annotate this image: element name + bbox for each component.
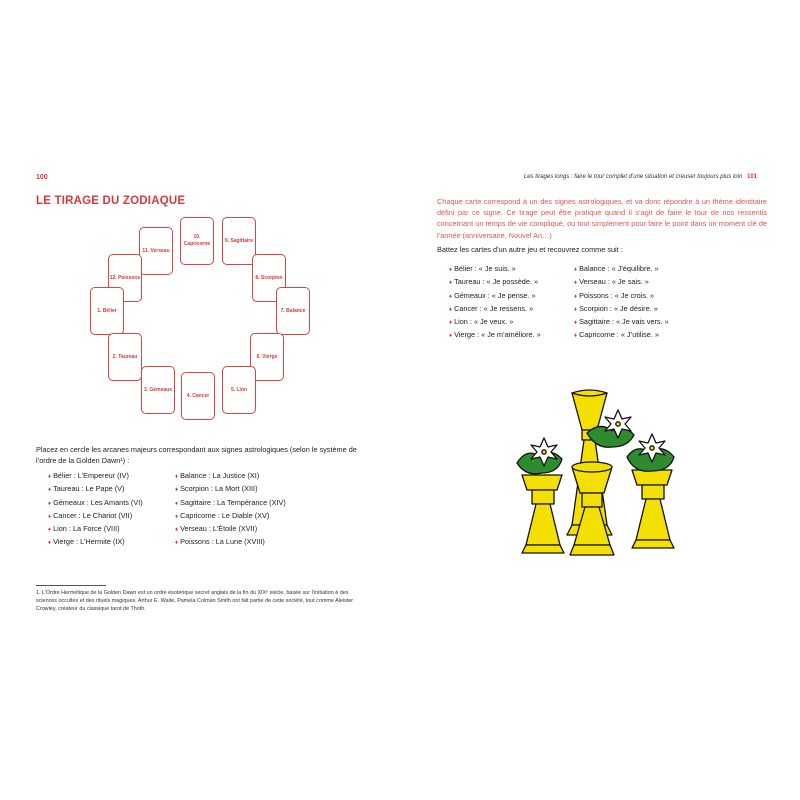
card-sagittaire: 9. Sagittaire — [222, 217, 256, 265]
list-item: ♦ Bélier : « Je suis. » — [449, 263, 541, 276]
running-head-text: Les tirages longs : faire le tour complet d’une situation et creuser toujours plus loin — [523, 174, 743, 180]
card-lion: 5. Lion — [222, 366, 256, 414]
page-title: LE TIRAGE DU ZODIAQUE — [36, 195, 186, 207]
list-item: ♦ Gémeaux : « Je pense. » — [449, 290, 541, 303]
list-item: ♦ Sagittaire : « Je vais vers. » — [574, 316, 669, 329]
running-head — [524, 174, 757, 180]
card-capricorne: 10. Capricorne — [180, 217, 214, 265]
card-cancer: 4. Cancer — [181, 372, 215, 420]
card-poissons: 12. Poissons — [108, 254, 142, 302]
list-item: ♦ Lion : « Je veux. » — [449, 316, 541, 329]
list-item: ♦ Capricorne : « J’utilise. » — [574, 329, 669, 342]
card-vierge: 6. Vierge — [250, 333, 284, 381]
list-item: ♦ Taureau : « Je possède. » — [449, 276, 541, 289]
arcana-list-left — [48, 470, 143, 550]
red-intro-paragraph: Chaque carte correspond à un des signes astrologiques, et va donc répondre à un thème identitaire défini par ce signe. Ce tirage peut être pratiqué quand il s’agit de faire le tour de nos ressentis concernant un temps de vie compliqué, ou tout simplement pour faire le point dans un moment clé de l’année (anniversaire, Nouvel An…) — [437, 197, 767, 240]
card-verseau: 11. Verseau — [139, 227, 173, 275]
list-item: ♦ Lion : La Force (VIII) — [48, 523, 143, 536]
list-item: ♦ Poissons : La Lune (XVIII) — [175, 536, 286, 549]
list-item: ♦ Vierge : « Je m’améliore. » — [449, 329, 541, 342]
list-item: ♦ Vierge : L’Hermite (IX) — [48, 536, 143, 549]
footnote: 1. L’Ordre Hermétique de la Golden Dawn est un ordre ésotérique secret anglais de la fin du XIXᵉ siècle, basée sur l’initiation à des sciences occultes et des rituels magiques. Arthur E. Waite, Pamela Colman Smith ont fait partie de cette société, tout comme Aleister Crowley, créateur du classique tarot de Thoth. — [36, 590, 354, 612]
list-item: ♦ Poissons : « Je crois. » — [574, 290, 669, 303]
left-intro-paragraph: Placez en cercle les arcanes majeurs correspondant aux signes astrologiques (selon le système de l’ordre de la Golden Dawn¹) : — [36, 445, 357, 465]
card-belier: 1. Bélier — [90, 287, 124, 335]
arcana-list-right — [175, 470, 286, 550]
list-item: ♦ Cancer : Le Chariot (VII) — [48, 510, 143, 523]
list-item: ♦ Bélier : L’Empereur (IV) — [48, 470, 143, 483]
card-gemeaux: 3. Gémeaux — [141, 366, 175, 414]
list-item: ♦ Verseau : « Je sais. » — [574, 276, 669, 289]
right-page-number: 101 — [746, 174, 757, 180]
list-item: ♦ Sagittaire : La Tempérance (XIV) — [175, 497, 286, 510]
card-scorpion: 8. Scorpion — [252, 254, 286, 302]
mantra-list-right — [574, 263, 669, 343]
list-item: ♦ Scorpion : La Mort (XIII) — [175, 483, 286, 496]
list-item: ♦ Balance : La Justice (XI) — [175, 470, 286, 483]
right-intro-paragraph: Battez les cartes d’un autre jeu et recouvrez comme suit : — [437, 245, 623, 254]
left-page-number: 100 — [36, 174, 48, 181]
list-item: ♦ Verseau : L’Étoile (XVII) — [175, 523, 286, 536]
list-item: ♦ Capricorne : Le Diable (XV) — [175, 510, 286, 523]
list-item: ♦ Gémeaux : Les Amants (VI) — [48, 497, 143, 510]
card-taureau: 2. Taureau — [108, 333, 142, 381]
list-item: ♦ Taureau : Le Pape (V) — [48, 483, 143, 496]
list-item: ♦ Balance : « J’équilibre. » — [574, 263, 669, 276]
card-balance: 7. Balance — [276, 287, 310, 335]
three-cups-with-flowers-icon — [512, 385, 682, 560]
footnote-divider — [36, 585, 106, 586]
list-item: ♦ Scorpion : « Je désire. » — [574, 303, 669, 316]
mantra-list-left — [449, 263, 541, 343]
list-item: ♦ Cancer : « Je ressens. » — [449, 303, 541, 316]
